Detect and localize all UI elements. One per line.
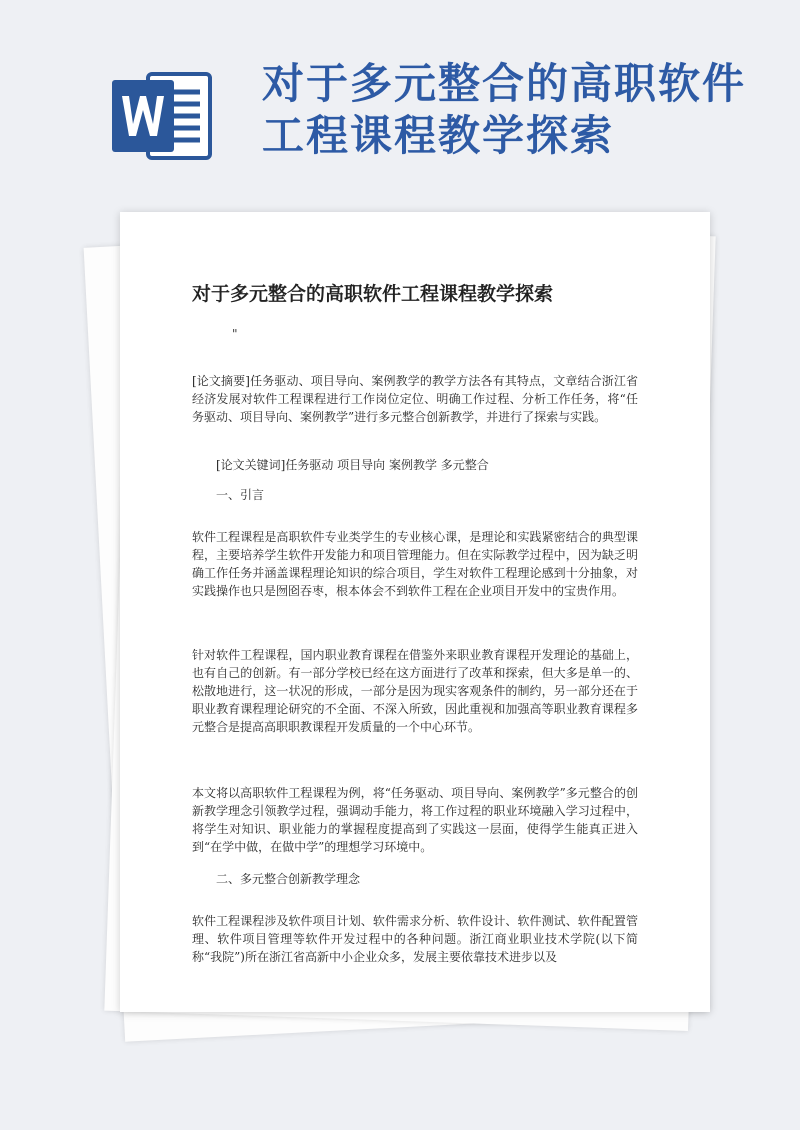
abstract-paragraph: [论文摘要]任务驱动、项目导向、案例教学的教学方法各有其特点，文章结合浙江省经济发展对软件工程课程进行工作岗位定位、明确工作过程、分析工作任务，将“任务驱动、项目导向、案例教学”进行多元整合创新教学，并进行了探索与实践。 — [192, 374, 638, 424]
word-document-icon — [108, 66, 216, 166]
section-heading-concept: 二、多元整合创新教学理念 — [216, 872, 361, 886]
keywords-line: [论文关键词]任务驱动 项目导向 案例教学 多元整合 — [216, 458, 489, 472]
banner-title: 对于多元整合的高职软件工程课程教学探索 — [262, 59, 747, 160]
body-paragraph-4: 软件工程课程涉及软件项目计划、软件需求分析、软件设计、软件测试、软件配置管理、软件项目管理等软件开发过程中的各种问题。浙江商业职业技术学院(以下简称“我院”)所在浙江省高新中小企业众多，发展主要依靠技术进步以及 — [192, 914, 638, 964]
document-title: 对于多元整合的高职软件工程课程教学探索 — [192, 283, 554, 305]
header-banner — [0, 0, 800, 210]
body-paragraph-2: 针对软件工程课程，国内职业教育课程在借鉴外来职业教育课程开发理论的基础上，也有自己的创新。有一部分学校已经在这方面进行了改革和探索，但大多是单一的、松散地进行，这一状况的形成，一部分是因为现实客观条件的制约，另一部分还在于职业教育课程理论研究的不全面、不深入所致，因此重视和加强高等职业教育课程多元整合是提高高职职教课程开发质量的一个中心环节。 — [192, 648, 638, 734]
body-paragraph-1: 软件工程课程是高职软件专业类学生的专业核心课，是理论和实践紧密结合的典型课程，主要培养学生软件开发能力和项目管理能力。但在实际教学过程中，因为缺乏明确工作任务并涵盖课程理论知识的综合项目，学生对软件工程理论感到十分抽象，对实践操作也只是囫囵吞枣，根本体会不到软件工程在企业项目开发中的宝贵作用。 — [192, 530, 638, 598]
body-paragraph-3: 本文将以高职软件工程课程为例，将“任务驱动、项目导向、案例教学”多元整合的创新教学理念引领教学过程，强调动手能力，将工作过程的职业环境融入学习过程中，将学生对知识、职业能力的掌握程度提高到了实践这一层面，使得学生能真正进入到“在学中做，在做中学”的理想学习环境中。 — [192, 786, 638, 854]
document-page — [120, 212, 710, 1012]
section-heading-intro: 一、引言 — [216, 488, 265, 502]
quote-mark: " — [232, 327, 238, 341]
